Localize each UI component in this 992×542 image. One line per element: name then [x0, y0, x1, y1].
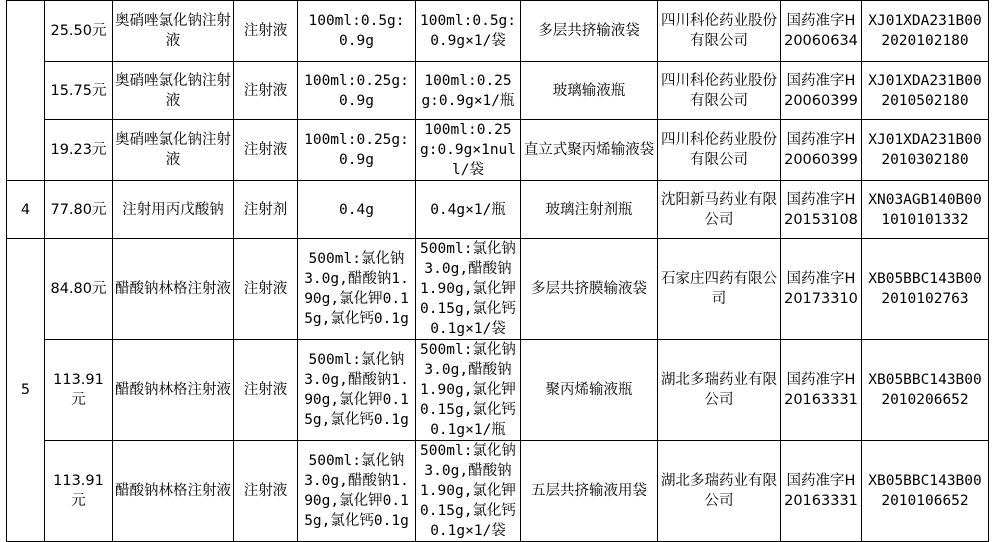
company-cell: 四川科伦药业股份有限公司 [658, 62, 781, 120]
drug-code-cell: XJ01XDA231B002010302180 [862, 120, 989, 181]
price-cell: 77.80元 [45, 181, 113, 239]
package-material-cell: 五层共挤输液用袋 [521, 441, 658, 542]
package-material-cell: 直立式聚丙烯输液袋 [521, 120, 658, 181]
dosage-form-cell: 注射液 [234, 340, 298, 441]
table-row [7, 181, 989, 239]
row-number [7, 1, 45, 181]
dosage-form-cell: 注射液 [234, 120, 298, 181]
dosage-form-cell: 注射剂 [234, 181, 298, 239]
package-material-cell: 多层共挤输液袋 [521, 1, 658, 62]
company-cell: 石家庄四药有限公司 [658, 239, 781, 340]
drug-code-cell: XN03AGB140B001010101332 [862, 181, 989, 239]
company-cell: 湖北多瑞药业有限公司 [658, 441, 781, 542]
spec-cell: 500ml:氯化钠3.0g,醋酸钠1.90g,氯化钾0.15g,氯化钙0.1g [298, 239, 416, 340]
price-cell: 25.50元 [45, 1, 113, 62]
drug-name-cell: 醋酸钠林格注射液 [113, 441, 234, 542]
drug-code-cell: XJ01XDA231B002010502180 [862, 62, 989, 120]
approval-number-cell: 国药准字H20163331 [781, 340, 862, 441]
row-number: 5 [7, 239, 45, 542]
price-cell: 15.75元 [45, 62, 113, 120]
table-row [7, 441, 989, 542]
approval-number-cell: 国药准字H20173310 [781, 239, 862, 340]
table-row [7, 62, 989, 120]
package-material-cell: 玻璃输液瓶 [521, 62, 658, 120]
approval-number-cell: 国药准字H20060399 [781, 120, 862, 181]
drug-name-cell: 奥硝唑氯化钠注射液 [113, 62, 234, 120]
table-row [7, 239, 989, 340]
package-material-cell: 多层共挤膜输液袋 [521, 239, 658, 340]
package-spec-cell: 500ml:氯化钠3.0g,醋酸钠1.90g,氯化钾0.15g,氯化钙0.1g×1/瓶 [416, 340, 521, 441]
drug-code-cell: XB05BBC143B002010106652 [862, 441, 989, 542]
drug-name-cell: 醋酸钠林格注射液 [113, 340, 234, 441]
drug-code-cell: XB05BBC143B002010206652 [862, 340, 989, 441]
drug-code-cell: XJ01XDA231B002020102180 [862, 1, 989, 62]
package-spec-cell: 500ml:氯化钠3.0g,醋酸钠1.90g,氯化钾0.15g,氯化钙0.1g×1/袋 [416, 239, 521, 340]
spec-cell: 500ml:氯化钠3.0g,醋酸钠1.90g,氯化钾0.15g,氯化钙0.1g [298, 441, 416, 542]
package-spec-cell: 100ml:0.25g:0.9g×1/瓶 [416, 62, 521, 120]
dosage-form-cell: 注射液 [234, 1, 298, 62]
dosage-form-cell: 注射液 [234, 441, 298, 542]
company-cell: 沈阳新马药业有限公司 [658, 181, 781, 239]
price-cell: 113.91元 [45, 441, 113, 542]
spec-cell: 100ml:0.25g:0.9g [298, 62, 416, 120]
package-material-cell: 玻璃注射剂瓶 [521, 181, 658, 239]
drug-code-cell: XB05BBC143B002010102763 [862, 239, 989, 340]
price-cell: 84.80元 [45, 239, 113, 340]
dosage-form-cell: 注射液 [234, 239, 298, 340]
approval-number-cell: 国药准字H20153108 [781, 181, 862, 239]
spec-cell: 100ml:0.25g:0.9g [298, 120, 416, 181]
spec-cell: 0.4g [298, 181, 416, 239]
price-cell: 19.23元 [45, 120, 113, 181]
approval-number-cell: 国药准字H20163331 [781, 441, 862, 542]
package-spec-cell: 0.4g×1/瓶 [416, 181, 521, 239]
package-material-cell: 聚丙烯输液瓶 [521, 340, 658, 441]
row-number: 4 [7, 181, 45, 239]
drug-price-table [6, 0, 989, 542]
table-row [7, 1, 989, 62]
drug-name-cell: 注射用丙戊酸钠 [113, 181, 234, 239]
package-spec-cell: 100ml:0.5g:0.9g×1/袋 [416, 1, 521, 62]
drug-name-cell: 奥硝唑氯化钠注射液 [113, 1, 234, 62]
spec-cell: 500ml:氯化钠3.0g,醋酸钠1.90g,氯化钾0.15g,氯化钙0.1g [298, 340, 416, 441]
table-row [7, 340, 989, 441]
company-cell: 湖北多瑞药业有限公司 [658, 340, 781, 441]
approval-number-cell: 国药准字H20060399 [781, 62, 862, 120]
approval-number-cell: 国药准字H20060634 [781, 1, 862, 62]
drug-name-cell: 奥硝唑氯化钠注射液 [113, 120, 234, 181]
company-cell: 四川科伦药业股份有限公司 [658, 120, 781, 181]
package-spec-cell: 100ml:0.25g:0.9g×1null/袋 [416, 120, 521, 181]
drug-name-cell: 醋酸钠林格注射液 [113, 239, 234, 340]
price-cell: 113.91元 [45, 340, 113, 441]
table-row [7, 120, 989, 181]
spec-cell: 100ml:0.5g:0.9g [298, 1, 416, 62]
dosage-form-cell: 注射液 [234, 62, 298, 120]
company-cell: 四川科伦药业股份有限公司 [658, 1, 781, 62]
package-spec-cell: 500ml:氯化钠3.0g,醋酸钠1.90g,氯化钾0.15g,氯化钙0.1g×1/袋 [416, 441, 521, 542]
